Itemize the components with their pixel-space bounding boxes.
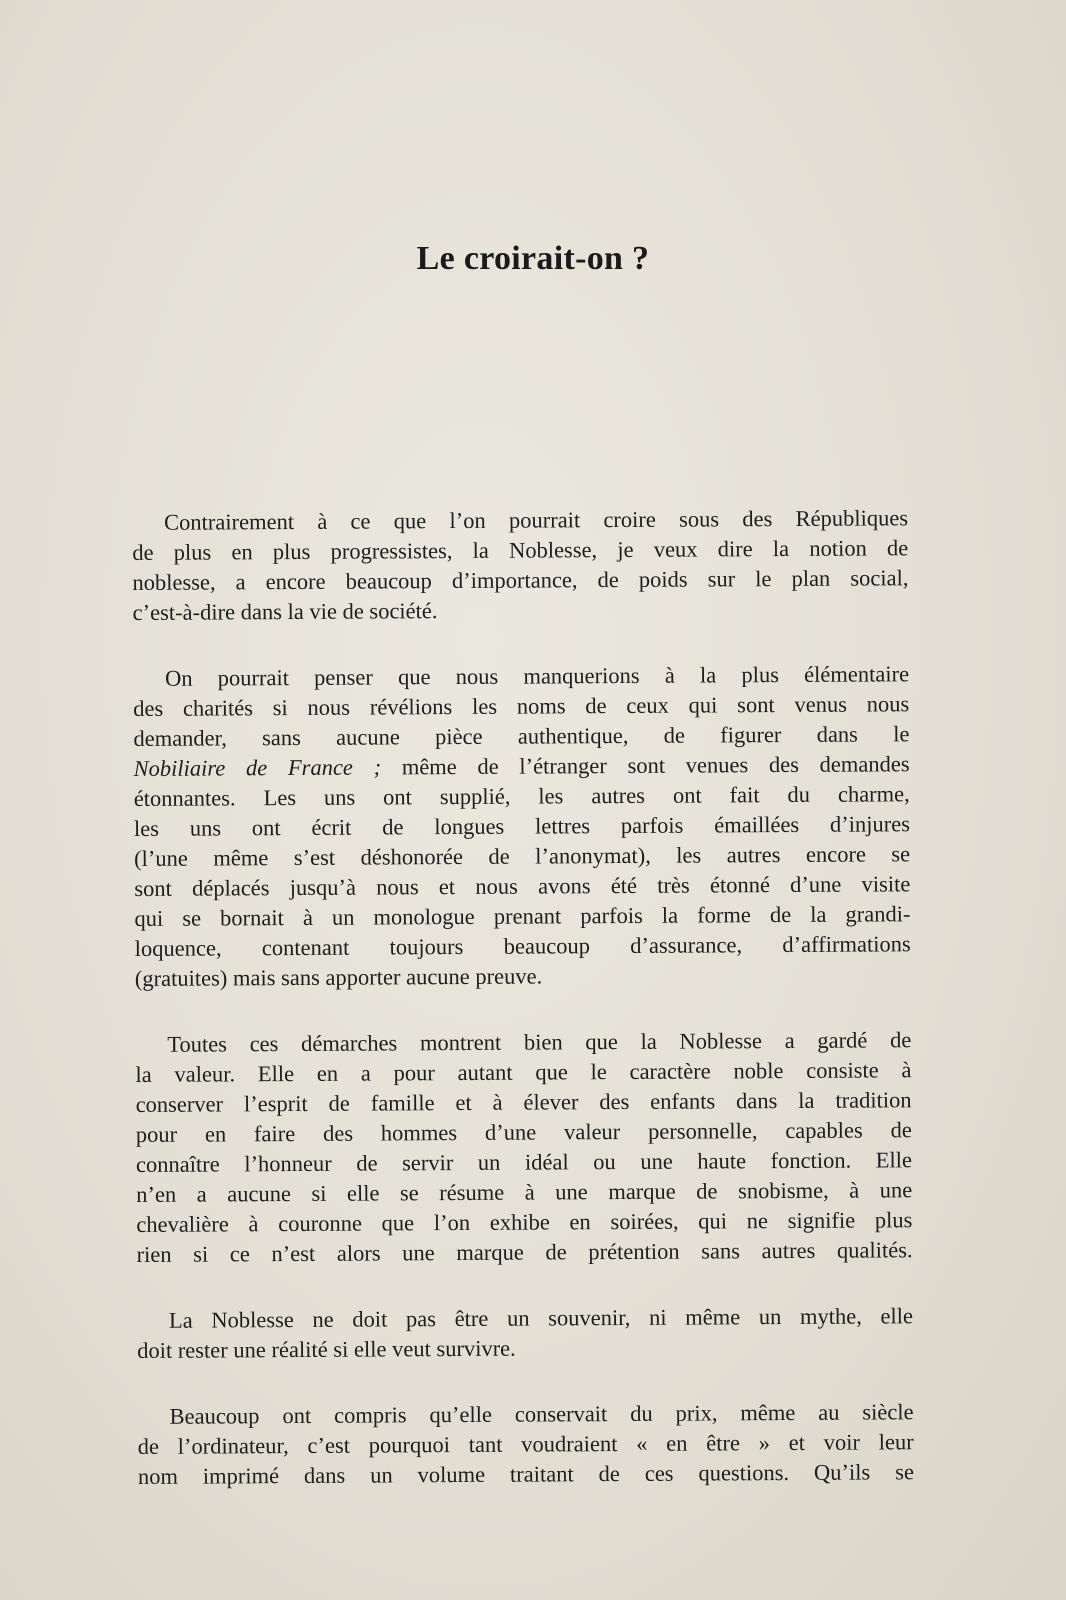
- text-line: des charités si nous révélions les noms de ceux qui sont venus nous: [133, 691, 910, 721]
- text-line: (l’une même s’est déshonorée de l’anonymat), les autres encore se: [134, 841, 911, 871]
- text-line: loquence, contenant toujours beaucoup d’assurance, d’affirmations: [134, 931, 911, 961]
- paragraph: [137, 1397, 914, 1492]
- text-line: de l’ordinateur, c’est pourquoi tant voudraient « en être » et voir leur: [137, 1429, 914, 1459]
- text-line: demander, sans aucune pièce authentique, de figurer dans le: [133, 721, 910, 751]
- text-fragment: même de l’étranger sont venues des demandes: [380, 751, 910, 780]
- text-line: [134, 749, 910, 784]
- text-line: conserver l’esprit de famille et à élever des enfants dans la tradition: [135, 1087, 912, 1117]
- text-line: chevalière à couronne que l’on exhibe en soirées, qui ne signifie plus: [136, 1207, 913, 1237]
- text-line: la valeur. Elle en a pour autant que le caractère noble consiste à: [135, 1057, 912, 1087]
- book-title-italic: Nobiliaire de France ;: [133, 754, 382, 781]
- text-line: qui se bornait à un monologue prenant parfois la forme de la grandi-: [134, 901, 911, 931]
- text-line: connaître l’honneur de servir un idéal ou une haute fonction. Elle: [135, 1147, 913, 1177]
- text-line: nom imprimé dans un volume traitant de ces questions. Qu’ils se: [137, 1459, 914, 1489]
- text-line: On pourrait penser que nous manquerions à la plus élémentaire: [164, 661, 910, 691]
- text-line: étonnantes. Les uns ont supplié, les autres ont fait du charme,: [133, 781, 910, 811]
- paragraph: [137, 1301, 913, 1366]
- text-line: rien si ce n’est alors une marque de prétention sans autres qualités.: [136, 1237, 913, 1267]
- page-title: Le croirait-on ?: [416, 240, 650, 277]
- text-line: n’en a aucune si elle se résume à une marque de snobisme, à une: [136, 1177, 913, 1207]
- text-line: La Noblesse ne doit pas être un souvenir, ni même un mythe, elle: [168, 1303, 914, 1333]
- text-line: les uns ont écrit de longues lettres parfois émaillées d’injures: [133, 811, 911, 841]
- text-line: sont déplacés jusqu’à nous et nous avons été très étonné d’une visite: [134, 871, 911, 901]
- text-line: Toutes ces démarches montrent bien que la Noblesse a gardé de: [167, 1027, 912, 1057]
- text-line: pour en faire des hommes d’une valeur personnelle, capables de: [135, 1117, 912, 1147]
- text-line: de plus en plus progressistes, la Noblesse, je veux dire la notion de: [132, 535, 909, 565]
- text-line: noblesse, a encore beaucoup d’importance, de poids sur le plan social,: [132, 565, 909, 595]
- text-line: Beaucoup ont compris qu’elle conservait du prix, même au siècle: [169, 1399, 914, 1429]
- text-line: (gratuites) mais sans apporter aucune preuve.: [134, 963, 543, 991]
- text-line: Contrairement à ce que l’on pourrait croire sous des Républiques: [164, 505, 909, 535]
- text-line: c’est-à-dire dans la vie de société.: [132, 598, 438, 625]
- text-line: doit rester une réalité si elle veut survivre.: [137, 1335, 516, 1363]
- paragraph: [133, 659, 911, 994]
- paragraph: [135, 1025, 912, 1270]
- paragraph: [132, 503, 909, 628]
- body-text: [132, 503, 914, 1528]
